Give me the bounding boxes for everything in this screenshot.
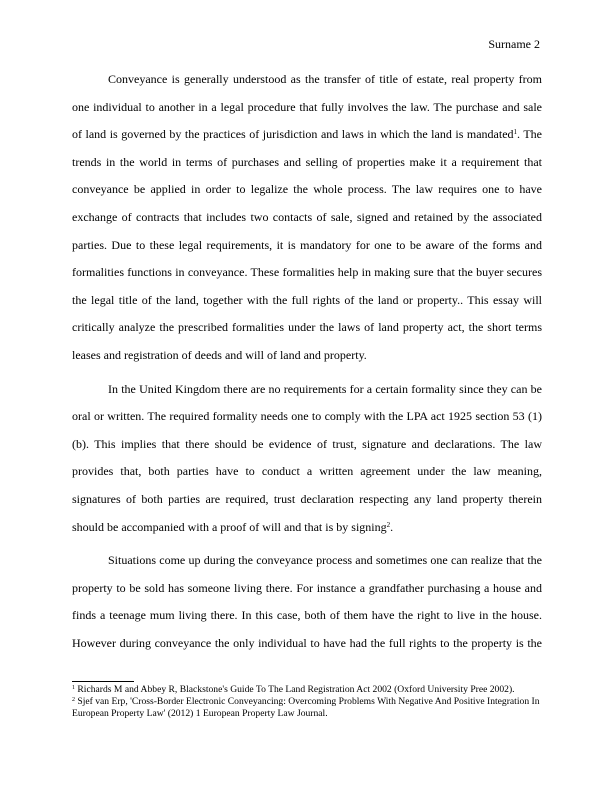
text-line: In the United Kingdom there are no requirements for a certain formality since they can be [108, 381, 542, 396]
text-line: the legal title of the land, together with the full rights of the land or property.. This essay will [72, 292, 542, 307]
text-line [72, 514, 542, 542]
footnotes [72, 684, 542, 720]
text-line: provides that, both parties have to conduct a written agreement under the law meaning, [72, 464, 542, 479]
text-line: one individual to another in a legal procedure that fully involves the law. The purchase and sale [72, 99, 542, 114]
footnote-separator [72, 681, 134, 682]
paragraph-2 [72, 376, 542, 542]
text-line: formalities functions in conveyance. These formalities help in making sure that the buyer secures [72, 265, 542, 280]
line-text: . The [517, 127, 542, 142]
body-text [72, 66, 542, 657]
footnote-ref-2[interactable]: 2 [386, 520, 391, 529]
text-line: However during conveyance the only individual to have had the full rights to the property is the [72, 635, 542, 650]
text-line: finds a teenage mum living there. In this case, both of them have the right to live in the house. [72, 608, 542, 623]
text-line: leases and registration of deeds and will of land and property. [72, 347, 367, 362]
line-text: . [390, 519, 394, 534]
paragraph-3 [72, 547, 542, 657]
footnote-1 [72, 684, 542, 696]
text-line: parties. Due to these legal requirements, it is mandatory for one to be aware of the forms and [72, 237, 542, 252]
text-line [72, 121, 542, 149]
text-line: exchange of contracts that includes two contacts of sale, signed and retained by the associated [72, 209, 542, 224]
paragraph-1 [72, 66, 542, 370]
text-line: Conveyance is generally understood as the transfer of title of estate, real property from [108, 72, 542, 86]
text-line: Situations come up during the conveyance process and sometimes one can realize that the [108, 553, 542, 568]
text-line: signatures of both parties are required, trust declaration respecting any land property therein [72, 491, 542, 506]
footnote-text: Richards M and Abbey R, Blackstone's Guide To The Land Registration Act 2002 (Oxford University Pree 2002). [75, 684, 515, 695]
text-line: conveyance be applied in order to legalize the whole process. The law requires one to have [72, 182, 542, 197]
footnote-number: 2 [72, 697, 75, 703]
footnote-2 [72, 696, 542, 720]
text-line: property to be sold has someone living there. For instance a grandfather purchasing a house and [72, 580, 542, 595]
footnote-text: Sjef van Erp, 'Cross-Border Electronic Conveyancing: Overcoming Problems With Negative And Positive Integration In European Property Law' (2012) 1 European Property Law Journal. [72, 696, 540, 719]
text-line: trends in the world in terms of purchases and selling of properties make it a requirement that [72, 154, 542, 169]
footnote-ref-1[interactable]: 1 [513, 128, 518, 137]
text-line: oral or written. The required formality needs one to comply with the LPA act 1925 section 53 (1) [72, 409, 542, 424]
footnote-number: 1 [72, 685, 75, 691]
text-line: (b). This implies that there should be evidence of trust, signature and declarations. The law [72, 436, 542, 451]
running-head: Surname 2 [488, 37, 540, 51]
text-line: critically analyze the prescribed formalities under the laws of land property act, the short terms [72, 320, 542, 335]
line-text: of land is governed by the practices of jurisdiction and laws in which the land is mandated [72, 127, 514, 142]
line-text: should be accompanied with a proof of will and that is by signing [72, 519, 387, 534]
